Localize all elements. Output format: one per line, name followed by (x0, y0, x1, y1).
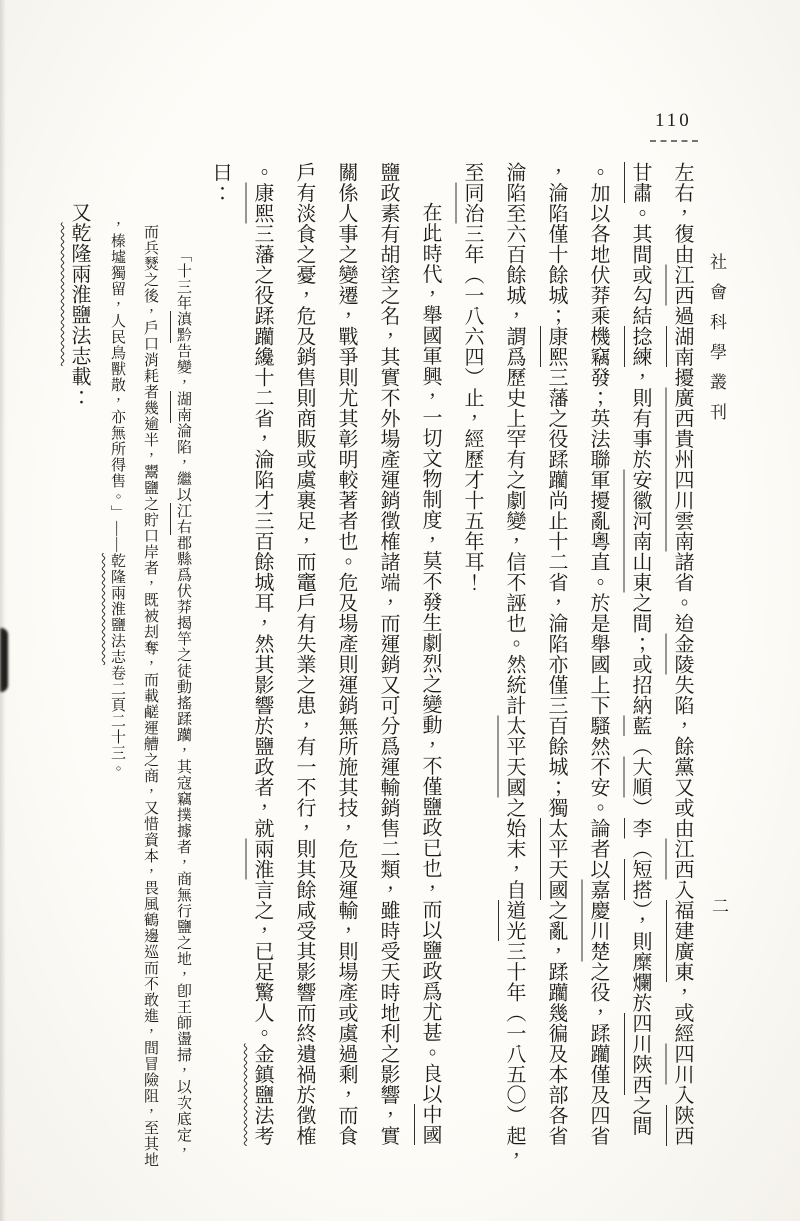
text-run: （ (629, 736, 651, 757)
proper-noun: 甘肅 (629, 162, 651, 203)
text-column (166, 162, 199, 1176)
proper-noun: 河南 (629, 510, 651, 552)
book-title: 乾隆兩淮鹽法志 (109, 553, 125, 665)
proper-noun: 湖南 (175, 391, 191, 423)
book-title: 金鎮鹽法考 (251, 1043, 273, 1146)
text-run: 又 (68, 202, 90, 223)
text-column (577, 162, 619, 1176)
text-run: 關係人事之變遷，戰爭則尤其彰明較著者也。危及場產則運銷無所施其技，危及運輸，則場產或虞過剩，而食 (335, 162, 357, 1146)
text-run: ，或經 (671, 982, 693, 1044)
text-column (133, 162, 166, 1176)
text-run: 之間；或招納 (629, 592, 651, 716)
text-run: 郡縣爲伏莽揭竿之徒動搖蹂躪，其寇竊撲據者，商無行鹽之地，卽王師盪掃，以次底定， (175, 535, 191, 1159)
text-column (661, 162, 703, 1176)
text-run: ） (629, 797, 651, 818)
text-run: 在此時代，舉國軍興，一切文物制度，莫不發生劇烈之變動，不僅鹽政已也，而以鹽政爲尤甚。良以 (419, 202, 441, 1104)
text-run: 曰： (209, 162, 231, 203)
proper-noun: 兩淮 (251, 838, 273, 880)
proper-noun: 陝西 (671, 1105, 693, 1146)
proper-noun: 山東 (629, 551, 651, 593)
text-run: 入 (671, 879, 693, 900)
text-column (199, 162, 241, 1176)
text-run: ，淪陷僅十餘城； (545, 162, 567, 326)
text-column (451, 162, 493, 1176)
proper-noun: 貴州 (671, 428, 693, 470)
proper-noun: 江西 (671, 838, 693, 880)
text-run: ，榛墟獨留，人民鳥獸散，亦無所得售。」—— (109, 217, 125, 553)
text-column (367, 162, 409, 1176)
proper-noun: 川楚 (587, 920, 609, 962)
proper-noun: 捻練 (629, 326, 651, 367)
text-run: 諸省。迨 (671, 551, 693, 634)
text-column (493, 162, 535, 1176)
proper-noun: 太平天國 (503, 715, 525, 798)
text-column (409, 162, 451, 1176)
text-run: 載： (68, 366, 90, 407)
text-run: 之始末，自 (503, 797, 525, 900)
journal-title: 社會科學叢刊 (707, 253, 726, 433)
proper-noun: 雲南 (671, 510, 693, 552)
proper-noun: 湖南 (671, 326, 693, 367)
proper-noun: 嘉慶 (587, 879, 609, 921)
proper-noun: 太平天國 (545, 818, 567, 900)
text-column (535, 162, 577, 1176)
text-run: 。其間或勾結 (629, 203, 651, 326)
text-run: 入 (671, 1084, 693, 1105)
text-run: 淪陷至六百餘城，謂爲歷史上罕有之劇變，信不誣也。然統計 (503, 162, 525, 716)
text-column (325, 162, 367, 1176)
proper-noun: 藍 (629, 715, 651, 736)
proper-noun: 陝西 (629, 1054, 651, 1095)
proper-noun: 廣西 (671, 387, 693, 429)
page-edge-shadow (0, 0, 6, 1221)
text-run: 過 (671, 305, 693, 326)
text-run: ），則糜爛於 (629, 900, 651, 1013)
proper-noun: 安徽 (629, 469, 651, 511)
text-run: 失陷，餘黨又或由 (671, 674, 693, 839)
proper-noun: 大順 (629, 756, 651, 798)
text-run: 三年（一八六四）止，經歷才十五年耳！ (461, 223, 483, 593)
text-run: 擾 (671, 367, 693, 388)
proper-noun: 中國 (419, 1104, 441, 1145)
text-run: 。加以各地伏莽乘機竊發；英法聯軍擾亂粵直。於是舉國上下騷然不安。論者以 (587, 162, 609, 880)
text-run: 戶有淡食之憂，危及銷售則商販或虞裹足，而竈戶有失業之患，有一不行，則其餘咸受其影響而終遺禍於徵榷 (293, 162, 315, 1146)
text-run: 三藩之役蹂躪纔十二省，淪陷才三百餘城耳，然其影響於鹽政者，就 (251, 223, 273, 839)
text-run: 鹽政素有胡塗之名，其實不外場產運銷徵榷諸端，而運銷又可分爲運輸銷售二類，雖時受天時地利之影響，實 (377, 162, 399, 1146)
text-run: ，則有事於 (629, 367, 651, 470)
proper-noun: 江西 (671, 264, 693, 306)
proper-noun: 道光 (503, 900, 525, 941)
proper-noun: 李 (629, 818, 651, 839)
text-run: 之役，蹂躪僅及四省 (587, 961, 609, 1146)
text-run: 之亂，蹂躪幾徧及本部各省 (545, 900, 567, 1146)
text-column (619, 162, 661, 1176)
text-run: 三藩之役蹂躪尚止十二省，淪陷亦僅三百餘城；獨 (545, 367, 567, 818)
page-number: 110 (655, 110, 692, 131)
text-run: 告變， (175, 343, 191, 391)
text-column (100, 162, 133, 1176)
text-run: 淪陷，繼以 (175, 423, 191, 503)
proper-noun: 四川 (671, 1043, 693, 1085)
proper-noun: 四川 (671, 469, 693, 511)
proper-noun: 江右 (175, 503, 191, 535)
proper-noun: 短搭 (629, 859, 651, 900)
text-run: 至 (461, 162, 483, 183)
proper-noun: 四川 (629, 1013, 651, 1054)
text-run: 左右，復由 (671, 162, 693, 265)
text-run: 言之，已足驚人。 (251, 879, 273, 1044)
text-run: 之間 (629, 1095, 651, 1136)
text-column (283, 162, 325, 1176)
body-text-block (58, 162, 703, 1176)
text-run: 「十三年 (175, 247, 191, 311)
book-title: 乾隆兩淮鹽法志 (68, 222, 90, 366)
text-column (58, 162, 100, 1176)
text-run: 而兵燹之後，戶口消耗者幾逾半，鬻鹽之貯口岸者，既被刦奪，而載鹺運艚之商，又惜資本，畏風鶴邊巡而不敢進，間冒險阻，至其地 (142, 224, 158, 1168)
proper-noun: 廣東 (671, 941, 693, 982)
proper-noun: 滇黔 (175, 311, 191, 343)
text-run: 卷二頁二十三。 (109, 665, 125, 777)
text-run: 。 (251, 162, 273, 183)
folio-marker: 二 (709, 897, 728, 914)
proper-noun: 康熙 (545, 326, 567, 367)
text-run: 三十年（一八五〇）起， (503, 941, 525, 1167)
proper-noun: 康熙 (251, 182, 273, 224)
proper-noun: 金陵 (671, 633, 693, 675)
text-run: （ (629, 838, 651, 859)
proper-noun: 福建 (671, 900, 693, 941)
page-number-underline (650, 140, 698, 142)
text-column (241, 162, 283, 1176)
proper-noun: 同治 (461, 182, 483, 224)
